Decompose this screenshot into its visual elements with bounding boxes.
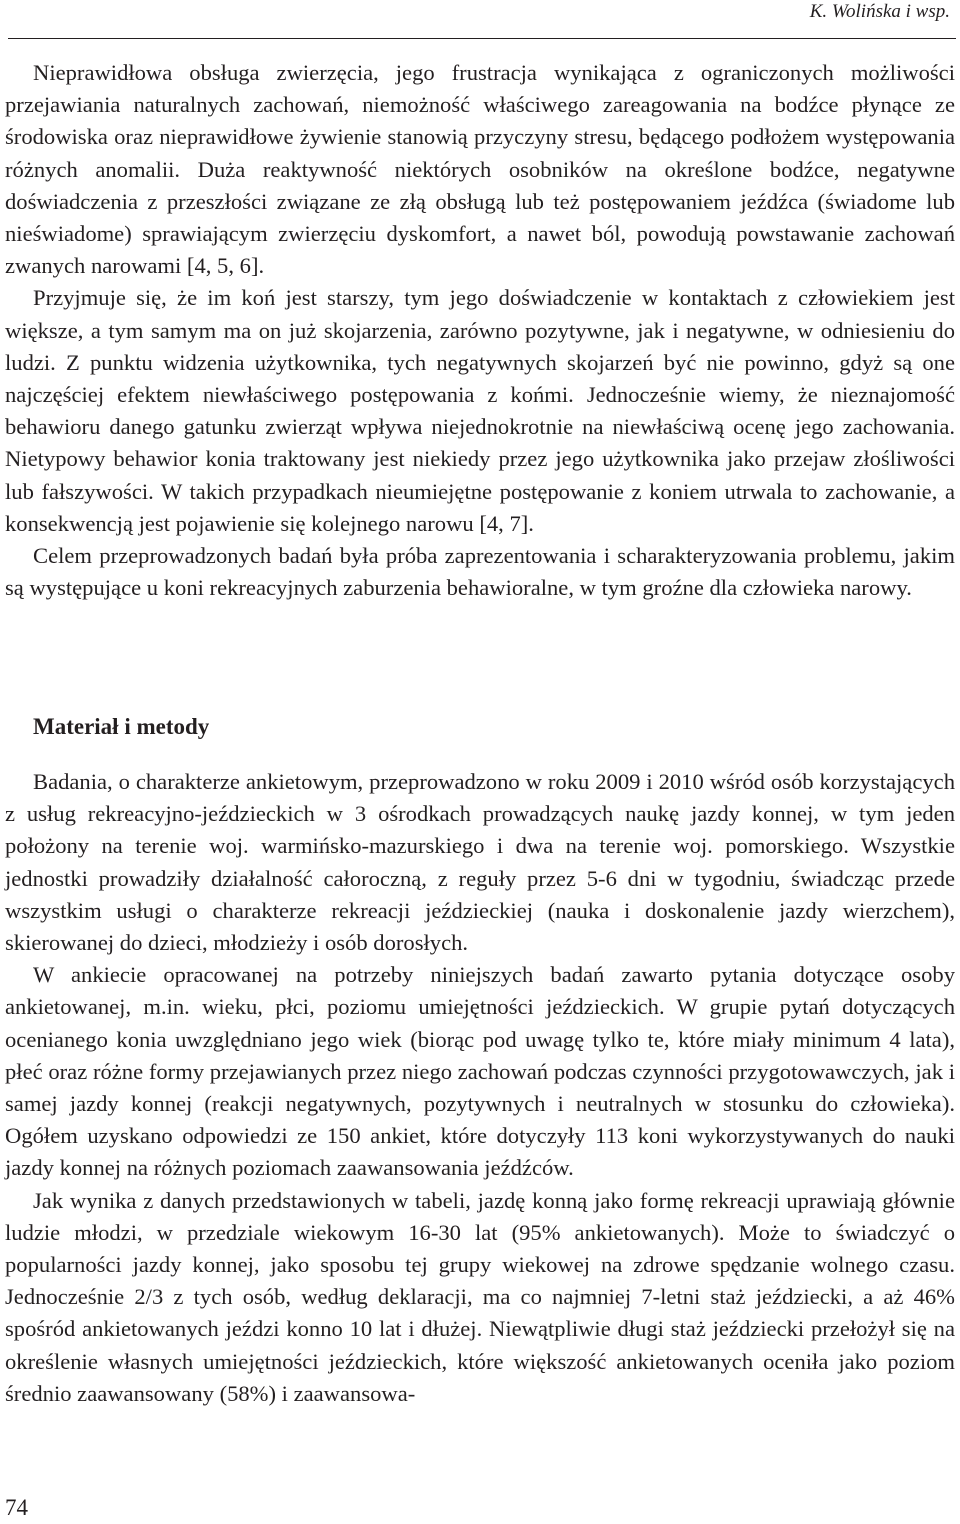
page-number: 74 (5, 1495, 28, 1520)
intro-paragraph-2: Przyjmuje się, że im koń jest starszy, tym jego doświadczenie w kontaktach z człowiekiem jest większe, a tym samym ma on już skojarzenia, zarówno pozytywne, jak i negatywne, w odniesieniu do ludzi. Z punktu widzenia użytkownika, tych negatywnych skojarzeń być nie powinno, gdyż są one najczęściej efektem niewłaściwego postępowania z końmi. Jednocześnie wiemy, że nieznajomość behawioru danego gatunku zwierząt wpływa niejednokrotnie na niewłaściwą ocenę jego zachowania. Nietypowy behawior konia traktowany jest niekiedy przez jego użytkownika jako przejaw złośliwości lub fałszywości. W takich przypadkach nieumiejętne postępowanie z koniem utrwala to zachowanie, a konsekwencją jest pojawienie się kolejnego narowu [4, 7]. (5, 285, 955, 536)
header-rule (8, 38, 956, 39)
section-heading-methods: Materiał i metody (33, 714, 210, 739)
methods-paragraph-1: Badania, o charakterze ankietowym, przeprowadzono w roku 2009 i 2010 wśród osób korzystających z usług rekreacyjno-jeździeckich w 3 ośrodkach prowadzących naukę jazdy konnej, w tym jeden położony na terenie woj. warmińsko-mazurskiego i dwa na terenie woj. pomorskiego. Wszystkie jednostki prowadziły działalność całoroczną, z reguły przez 5-6 dni w tygodniu, świadcząc przede wszystkim usługi o charakterze rekreacji jeździeckiej (nauka i doskonalenie jazdy wierzchem), skierowanej do dzieci, młodzieży i osób dorosłych. (5, 769, 955, 956)
intro-section (5, 57, 955, 604)
methods-paragraph-3: Jak wynika z danych przedstawionych w tabeli, jazdę konną jako formę rekreacji uprawiają głównie ludzie młodzi, w przedziale wiekowym 16-30 lat (95% ankietowanych). Może to świadczyć o popularności jazdy konnej, jako sposobu tej grupy wiekowej na zdrowe spędzanie wolnego czasu. Jednocześnie 2/3 z tych osób, według deklaracji, ma co najmniej 7-letni staż jeździecki, a aż 46% spośród ankietowanych jeździ konno 10 lat i dłużej. Niewątpliwie długi staż jeździecki przełożył się na określenie własnych umiejętności jeździeckich, które większość ankietowanych oceniła jako poziom średnio zaawansowany (58%) i zaawansowa- (5, 1187, 955, 1406)
running-header: K. Wolińska i wsp. (809, 1, 950, 22)
methods-section (5, 766, 955, 1410)
intro-paragraph-1: Nieprawidłowa obsługa zwierzęcia, jego frustracja wynikająca z ograniczonych możliwości przejawiania naturalnych zachowań, niemożność właściwego zareagowania na bodźce płynące ze środowiska oraz nieprawidłowe żywienie stanowią przyczyny stresu, będącego podłożem występowania różnych anomalii. Duża reaktywność niektórych osobników na określone bodźce, negatywne doświadczenia z przeszłości związane ze złą obsługą lub też postępowaniem jeźdźca (świadome lub nieświadome) sprawiającym zwierzęciu dyskomfort, a nawet ból, powodują powstawanie zachowań zwanych narowami [4, 5, 6]. (5, 60, 955, 279)
intro-paragraph-3: Celem przeprowadzonych badań była próba zaprezentowania i scharakteryzowania problemu, jakim są występujące u koni rekreacyjnych zaburzenia behawioralne, w tym groźne dla człowieka narowy. (5, 543, 955, 601)
methods-paragraph-2: W ankiecie opracowanej na potrzeby niniejszych badań zawarto pytania dotyczące osoby ankietowanej, m.in. wieku, płci, poziomu umiejętności jeździeckich. W grupie pytań dotyczących ocenianego konia uwzględniano jego wiek (biorąc pod uwagę tylko te, które miały minimum 4 lata), płeć oraz różne formy przejawianych przez niego zachowań podczas czynności przygotowawczych, jak i samej jazdy konnej (reakcji negatywnych, pozytywnych i neutralnych w stosunku do człowieka). Ogółem uzyskano odpowiedzi ze 150 ankiet, które dotyczyły 113 koni wykorzystywanych do nauki jazdy konnej na różnych poziomach zaawansowania jeźdźców. (5, 962, 955, 1181)
